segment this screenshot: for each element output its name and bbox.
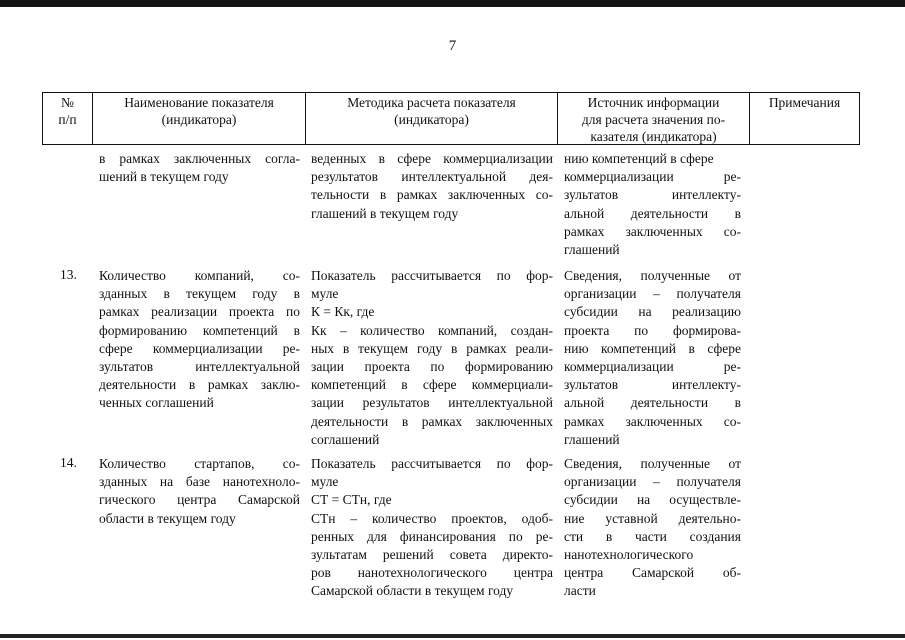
header-method: Методика расчета показателя (индикатора) [347,95,516,127]
header-name: Наименование показателя (индикатора) [124,95,274,127]
row-source: Сведения, полученные от организации – получателя субсидии на осуществле- ние уставной деятельно- сти в части создания нанотехнологического центра Самарской об- ласти [564,456,741,599]
row-source: Сведения, полученные от организации – получателя субсидии на реализацию проекта по формирова- нию компетенций в сфере коммерциализации ре- зультатов интеллекту- альной деятельности в рамках заключенных со- глашений [564,268,741,447]
header-top-rule [42,92,860,93]
header-divider [859,92,860,145]
header-notes: Примечания [768,95,841,110]
row-method: веденных в сфере коммерциализации результатов интеллектуальной дея- тельности в рамках заключенных со- глашений в текущем году [311,151,553,221]
page-number: 7 [448,38,457,54]
header-source: Источник информации для расчета значения по- казателя (индикатора) [581,95,726,144]
header-no: № п/п [58,95,77,127]
scan-bottom-border [0,634,905,638]
row-name: Количество компаний, со- зданных в текущем году в рамках реализации проекта по формированию компетенций в сфере коммерциализации ре- зультатов интеллектуальной деятельности в рамках заклю- ченных соглашений [99,268,300,411]
row-name: Количество стартапов, со- зданных на базе нанотехноло- гического центра Самарской области в текущем году [99,456,300,526]
row-name: в рамках заключенных согла- шений в текущем году [99,151,300,185]
row-method: Показатель рассчитывается по фор- муле СТ = СТн, где СТн – количество проектов, одоб- ренных для финансирования по ре- зультатам решений совета директо- ров нанотехнологического центра Самарской области в текущем году [311,456,553,599]
row-number: 13. [60,267,77,282]
row-source: нию компетенций в сфере коммерциализации ре- зультатов интеллекту- альной деятельности в рамках заключенных со- глашений [564,151,741,258]
row-method: Показатель рассчитывается по фор- муле К = Кк, где Кк – количество компаний, создан- ных в текущем году в рамках реали- зации проекта по формированию компетенций в сфере коммерциали- зации результатов интеллектуальной деятельности в рамках заключенных соглашений [311,268,553,447]
scan-top-border [0,0,905,7]
row-number: 14. [60,455,77,470]
